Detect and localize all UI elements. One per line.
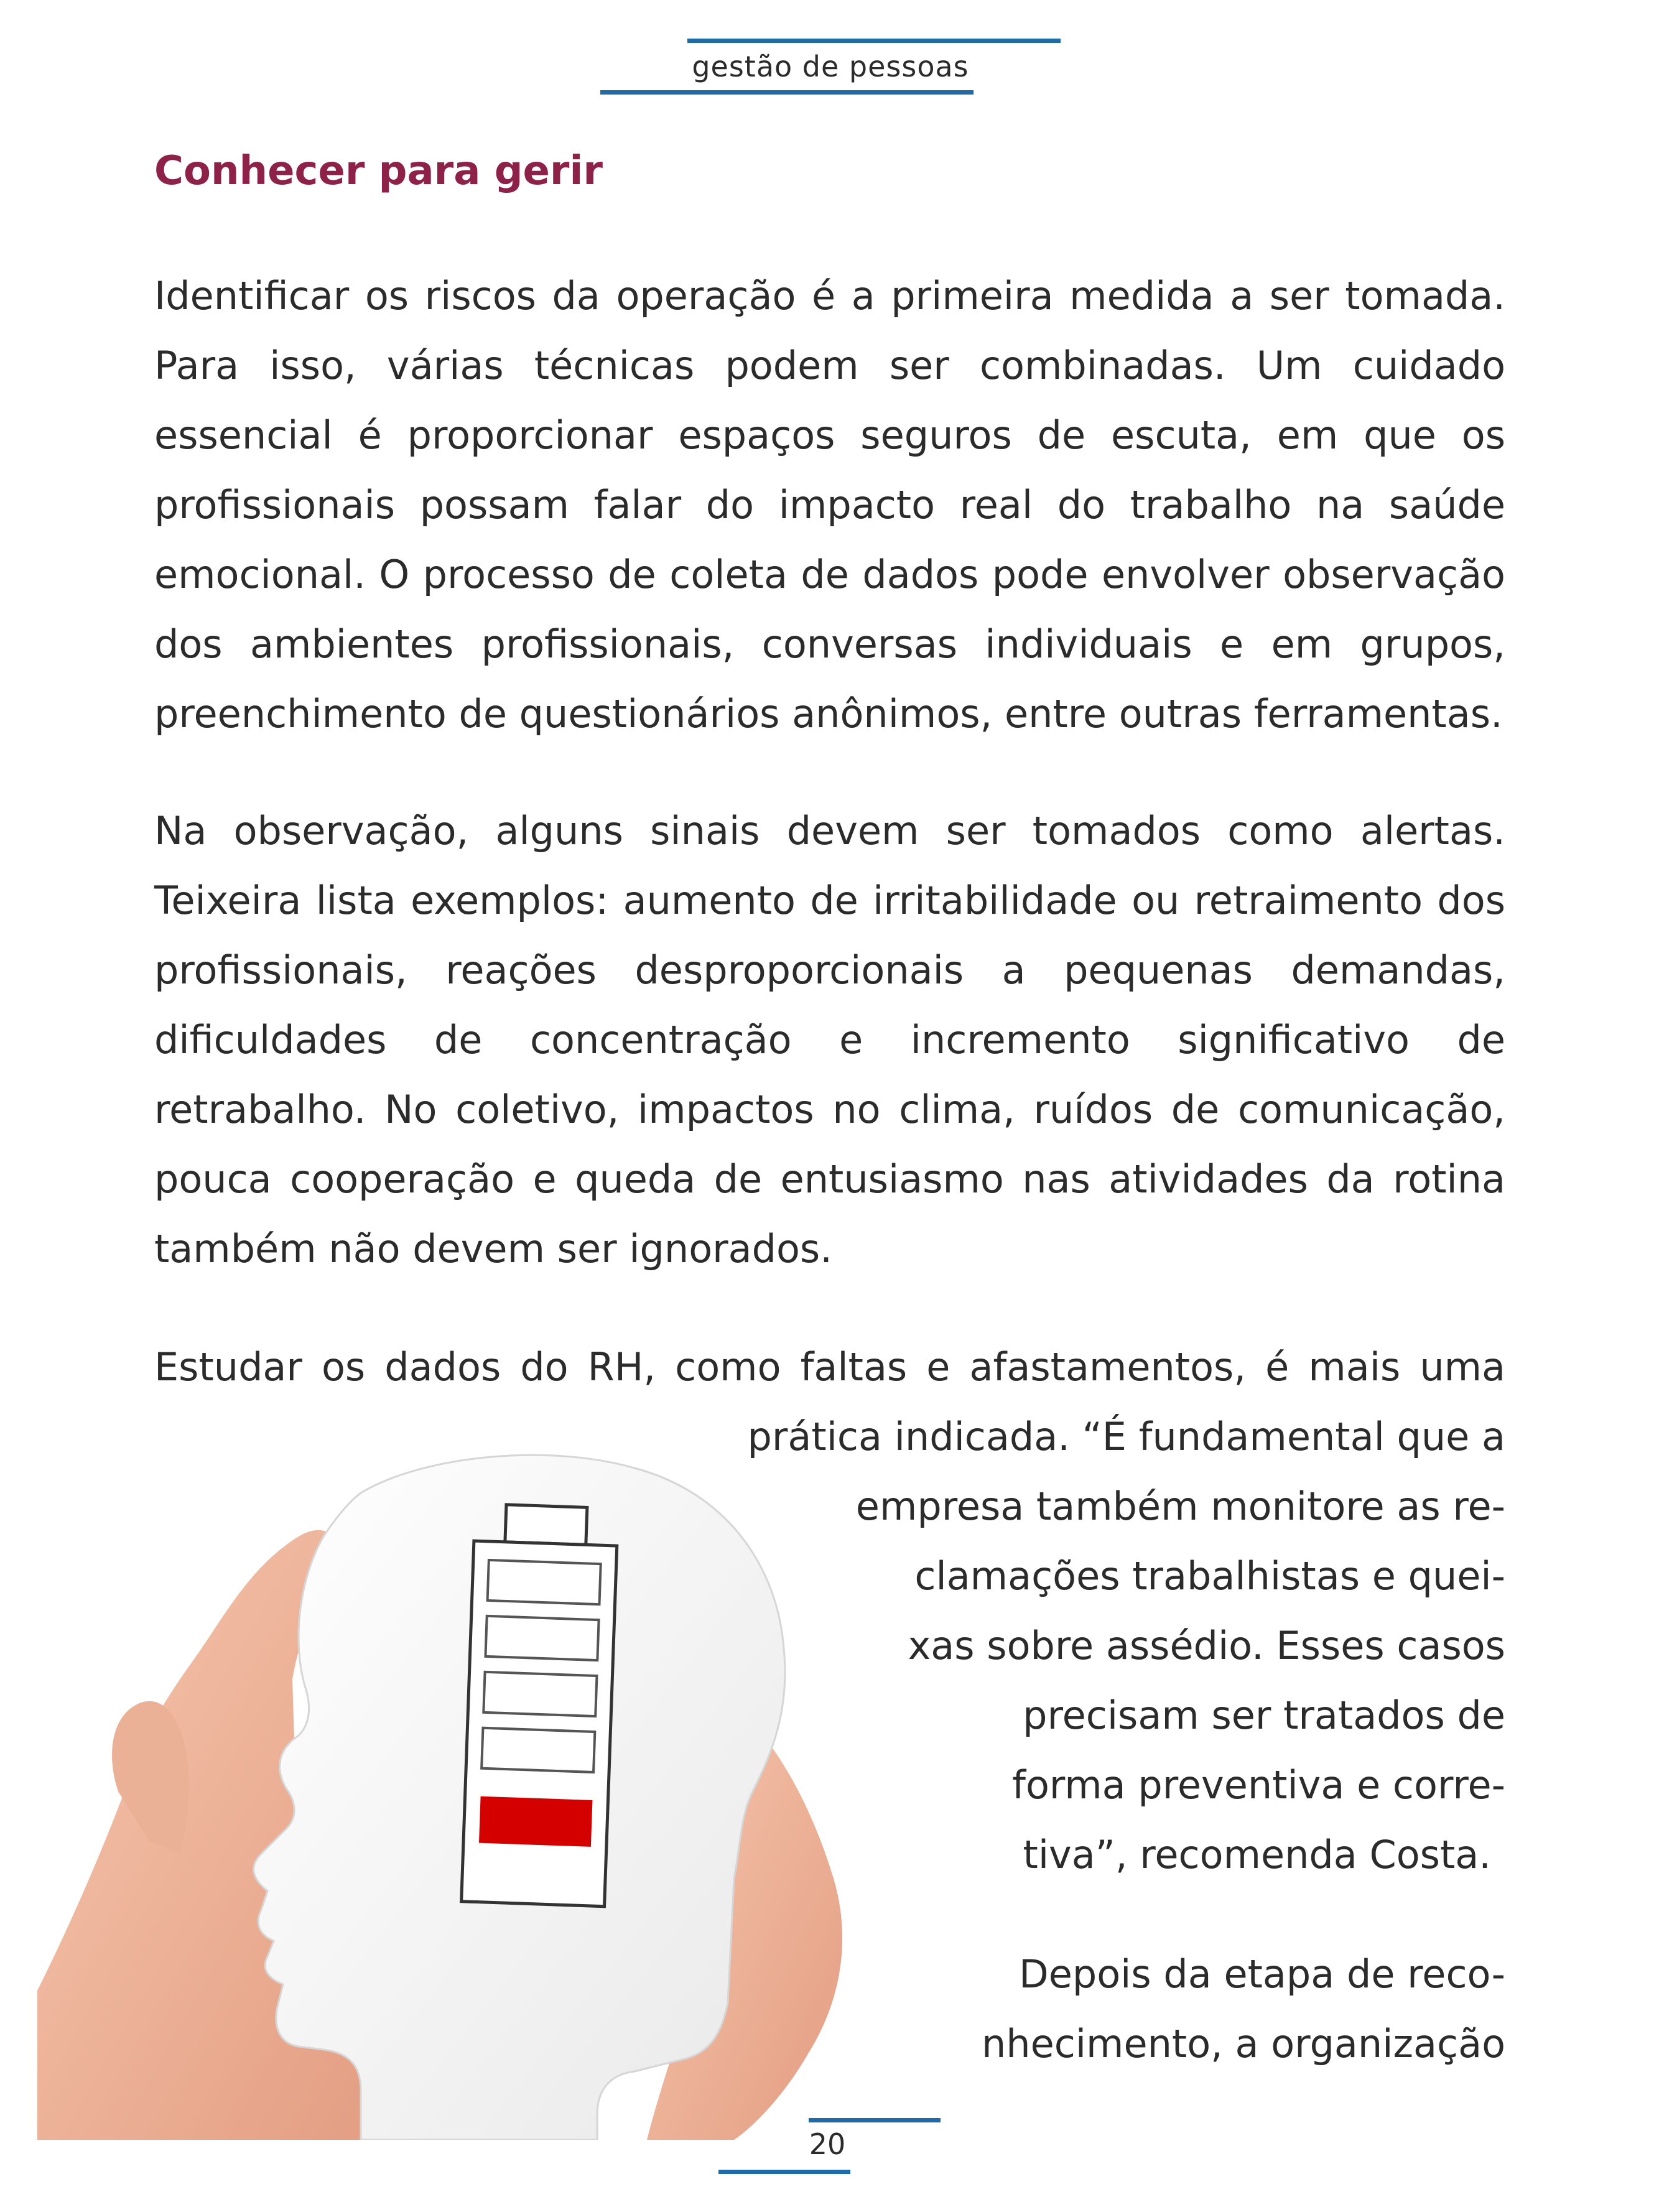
paragraph-1: Identificar os riscos da operação é a primeira medida a ser tomada. Para isso, várias técnicas podem ser combinadas. Um cuidado essencial é proporcionar espaços seguros de escuta, em que os profissionais possam falar do impacto real do trabalho na saúde emocional. O processo de coleta de dados pode envolver observação dos ambientes profissionais, conversas individuais e em grupos, preenchimento de questionários anônimos, entre outras ferramentas. — [154, 273, 1505, 737]
header-rule-bottom — [600, 90, 974, 95]
paragraph-3-line-2: prática indicada. “É fundamental que a — [747, 1414, 1505, 1459]
paragraph-3-line-8: tiva”, recomenda Costa. — [1023, 1832, 1491, 1877]
paragraph-3-line-7: forma preventiva e corre- — [1012, 1762, 1505, 1808]
header-section-title: gestão de pessoas — [692, 50, 969, 83]
paragraph-3-line-4: clamações trabalhistas e quei- — [914, 1553, 1505, 1599]
paragraph-2: Na observação, alguns sinais devem ser tomados como alertas. Teixeira lista exemplos: aumento de irritabilidade ou retraimento dos profissionais, reações desproporcionais a pequenas demandas, dificuldades de concentração e incremento significativo de retrabalho. No coletivo, impactos no clima, ruídos de comunicação, pouca cooperação e queda de entusiasmo nas atividades da rotina também não devem ser ignorados. — [154, 808, 1505, 1271]
battery-icon — [462, 1503, 618, 1907]
paragraph-3-line-3: empresa também monitore as re- — [855, 1484, 1505, 1529]
paragraph-3-line-1: Estudar os dados do RH, como faltas e afastamentos, é mais uma — [154, 1344, 1505, 1390]
paragraph-3-line-6: precisam ser tratados de — [1023, 1693, 1505, 1738]
header-rule-top — [687, 39, 1061, 43]
paragraph-3-line-5: xas sobre assédio. Esses casos — [908, 1623, 1505, 1668]
footer-rule-top — [809, 2118, 941, 2122]
battery-low-charge — [479, 1796, 593, 1847]
footer-rule-bottom — [718, 2170, 850, 2174]
page-number: 20 — [809, 2127, 846, 2161]
paragraph-4-line-1: Depois da etapa de reco- — [1019, 1951, 1505, 1997]
hands-holding-head-illustration — [37, 1443, 970, 2140]
paragraph-4-line-2: nhecimento, a organização — [982, 2021, 1505, 2066]
section-heading: Conhecer para gerir — [154, 148, 603, 194]
